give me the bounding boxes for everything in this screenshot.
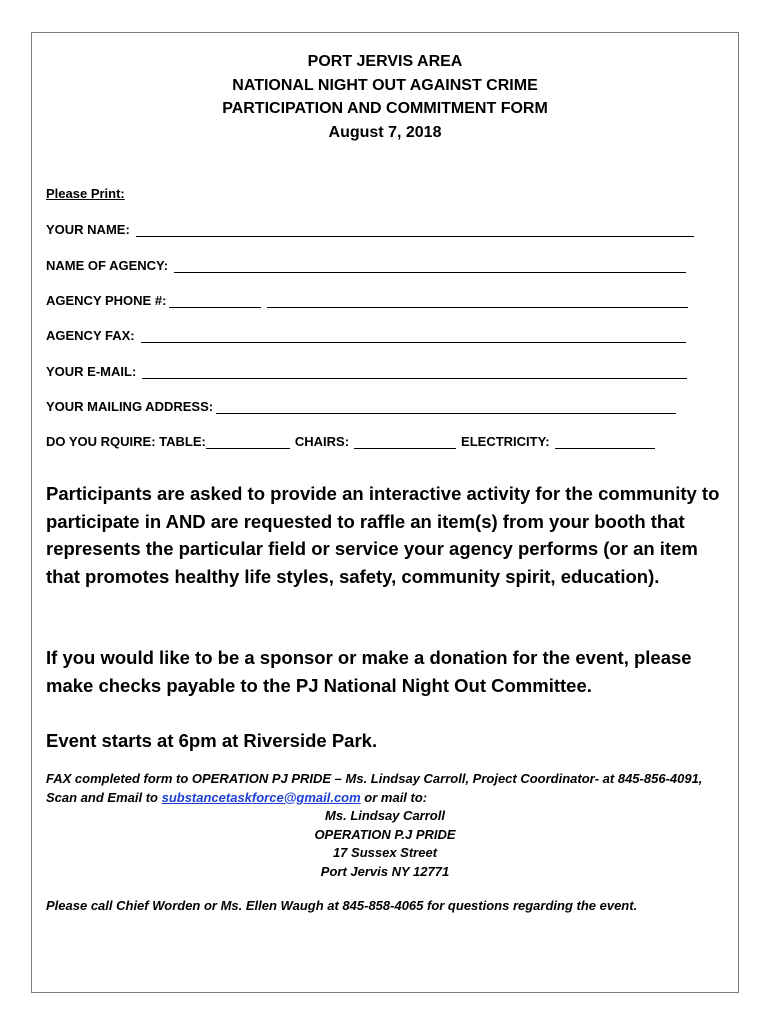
form-title <box>32 50 738 144</box>
event-date: August 7, 2018 <box>328 123 442 141</box>
email-field <box>46 361 687 379</box>
agency-phone-field <box>46 290 688 308</box>
sponsor-paragraph: If you would like to be a sponsor or make a donation for the event, please make checks payable to the PJ National Night Out Committee. <box>46 647 692 696</box>
electricity-input-line[interactable] <box>555 434 655 449</box>
mailing-address-field <box>46 396 676 414</box>
agency-phone-input-line-1[interactable] <box>169 293 261 308</box>
title-line-3: PARTICIPATION AND COMMITMENT FORM <box>222 100 548 117</box>
email-label: YOUR E-MAIL: <box>46 364 137 379</box>
electricity-label: ELECTRICITY: <box>461 434 550 449</box>
chairs-input-line[interactable] <box>354 434 456 449</box>
agency-fax-input-line[interactable] <box>141 328 686 343</box>
agency-name-label: NAME OF AGENCY: <box>46 258 169 273</box>
title-line-2: NATIONAL NIGHT OUT AGAINST CRIME <box>232 76 538 94</box>
address-org: OPERATION P.J PRIDE <box>314 826 456 842</box>
questions-note: Please call Chief Worden or Ms. Ellen Waugh at 845-858-4065 for questions regarding the event. <box>46 898 638 913</box>
title-line-1: PORT JERVIS AREA <box>307 53 463 70</box>
address-city: Port Jervis NY 12771 <box>320 863 450 879</box>
email-link[interactable]: substancetaskforce@gmail.com <box>161 789 361 805</box>
fax-instructions-text: FAX completed form to OPERATION PJ PRIDE – Ms. Lindsay Carroll, Project Coordinator- at 845-856-4091, Scan and Email to <box>46 771 703 805</box>
agency-phone-label: AGENCY PHONE #: <box>46 293 167 308</box>
table-input-line[interactable] <box>206 434 290 449</box>
chairs-label: CHAIRS: <box>294 434 350 449</box>
agency-phone-input-line-2[interactable] <box>267 293 688 308</box>
event-start-paragraph: Event starts at 6pm at Riverside Park. <box>46 730 378 751</box>
agency-name-input-line[interactable] <box>174 258 686 273</box>
requirements-field <box>46 431 655 449</box>
email-input-line[interactable] <box>142 364 687 379</box>
address-name: Ms. Lindsay Carroll <box>325 808 445 823</box>
table-label: DO YOU RQUIRE: TABLE: <box>46 434 206 449</box>
agency-name-field <box>46 255 686 273</box>
agency-fax-label: AGENCY FAX: <box>46 328 135 343</box>
your-name-label: YOUR NAME: <box>46 222 130 237</box>
address-street: 17 Sussex Street <box>332 845 438 860</box>
mailing-address-input-line[interactable] <box>216 399 676 414</box>
mailing-address-block <box>32 807 738 881</box>
agency-fax-field <box>46 325 686 343</box>
mailing-address-label: YOUR MAILING ADDRESS: <box>46 399 214 414</box>
fax-instructions-tail: or mail to: <box>360 789 428 805</box>
form-page <box>31 32 739 993</box>
participants-paragraph: Participants are asked to provide an interactive activity for the community to participate in AND are requested to raffle an item(s) from your booth that represents the particular field or service your agency performs (or an item that promotes healthy life styles, safety, community spirit, education). <box>46 483 720 587</box>
your-name-field <box>46 219 694 237</box>
your-name-input-line[interactable] <box>136 222 694 237</box>
please-print-label: Please Print: <box>46 186 125 201</box>
fax-instructions <box>46 770 726 807</box>
